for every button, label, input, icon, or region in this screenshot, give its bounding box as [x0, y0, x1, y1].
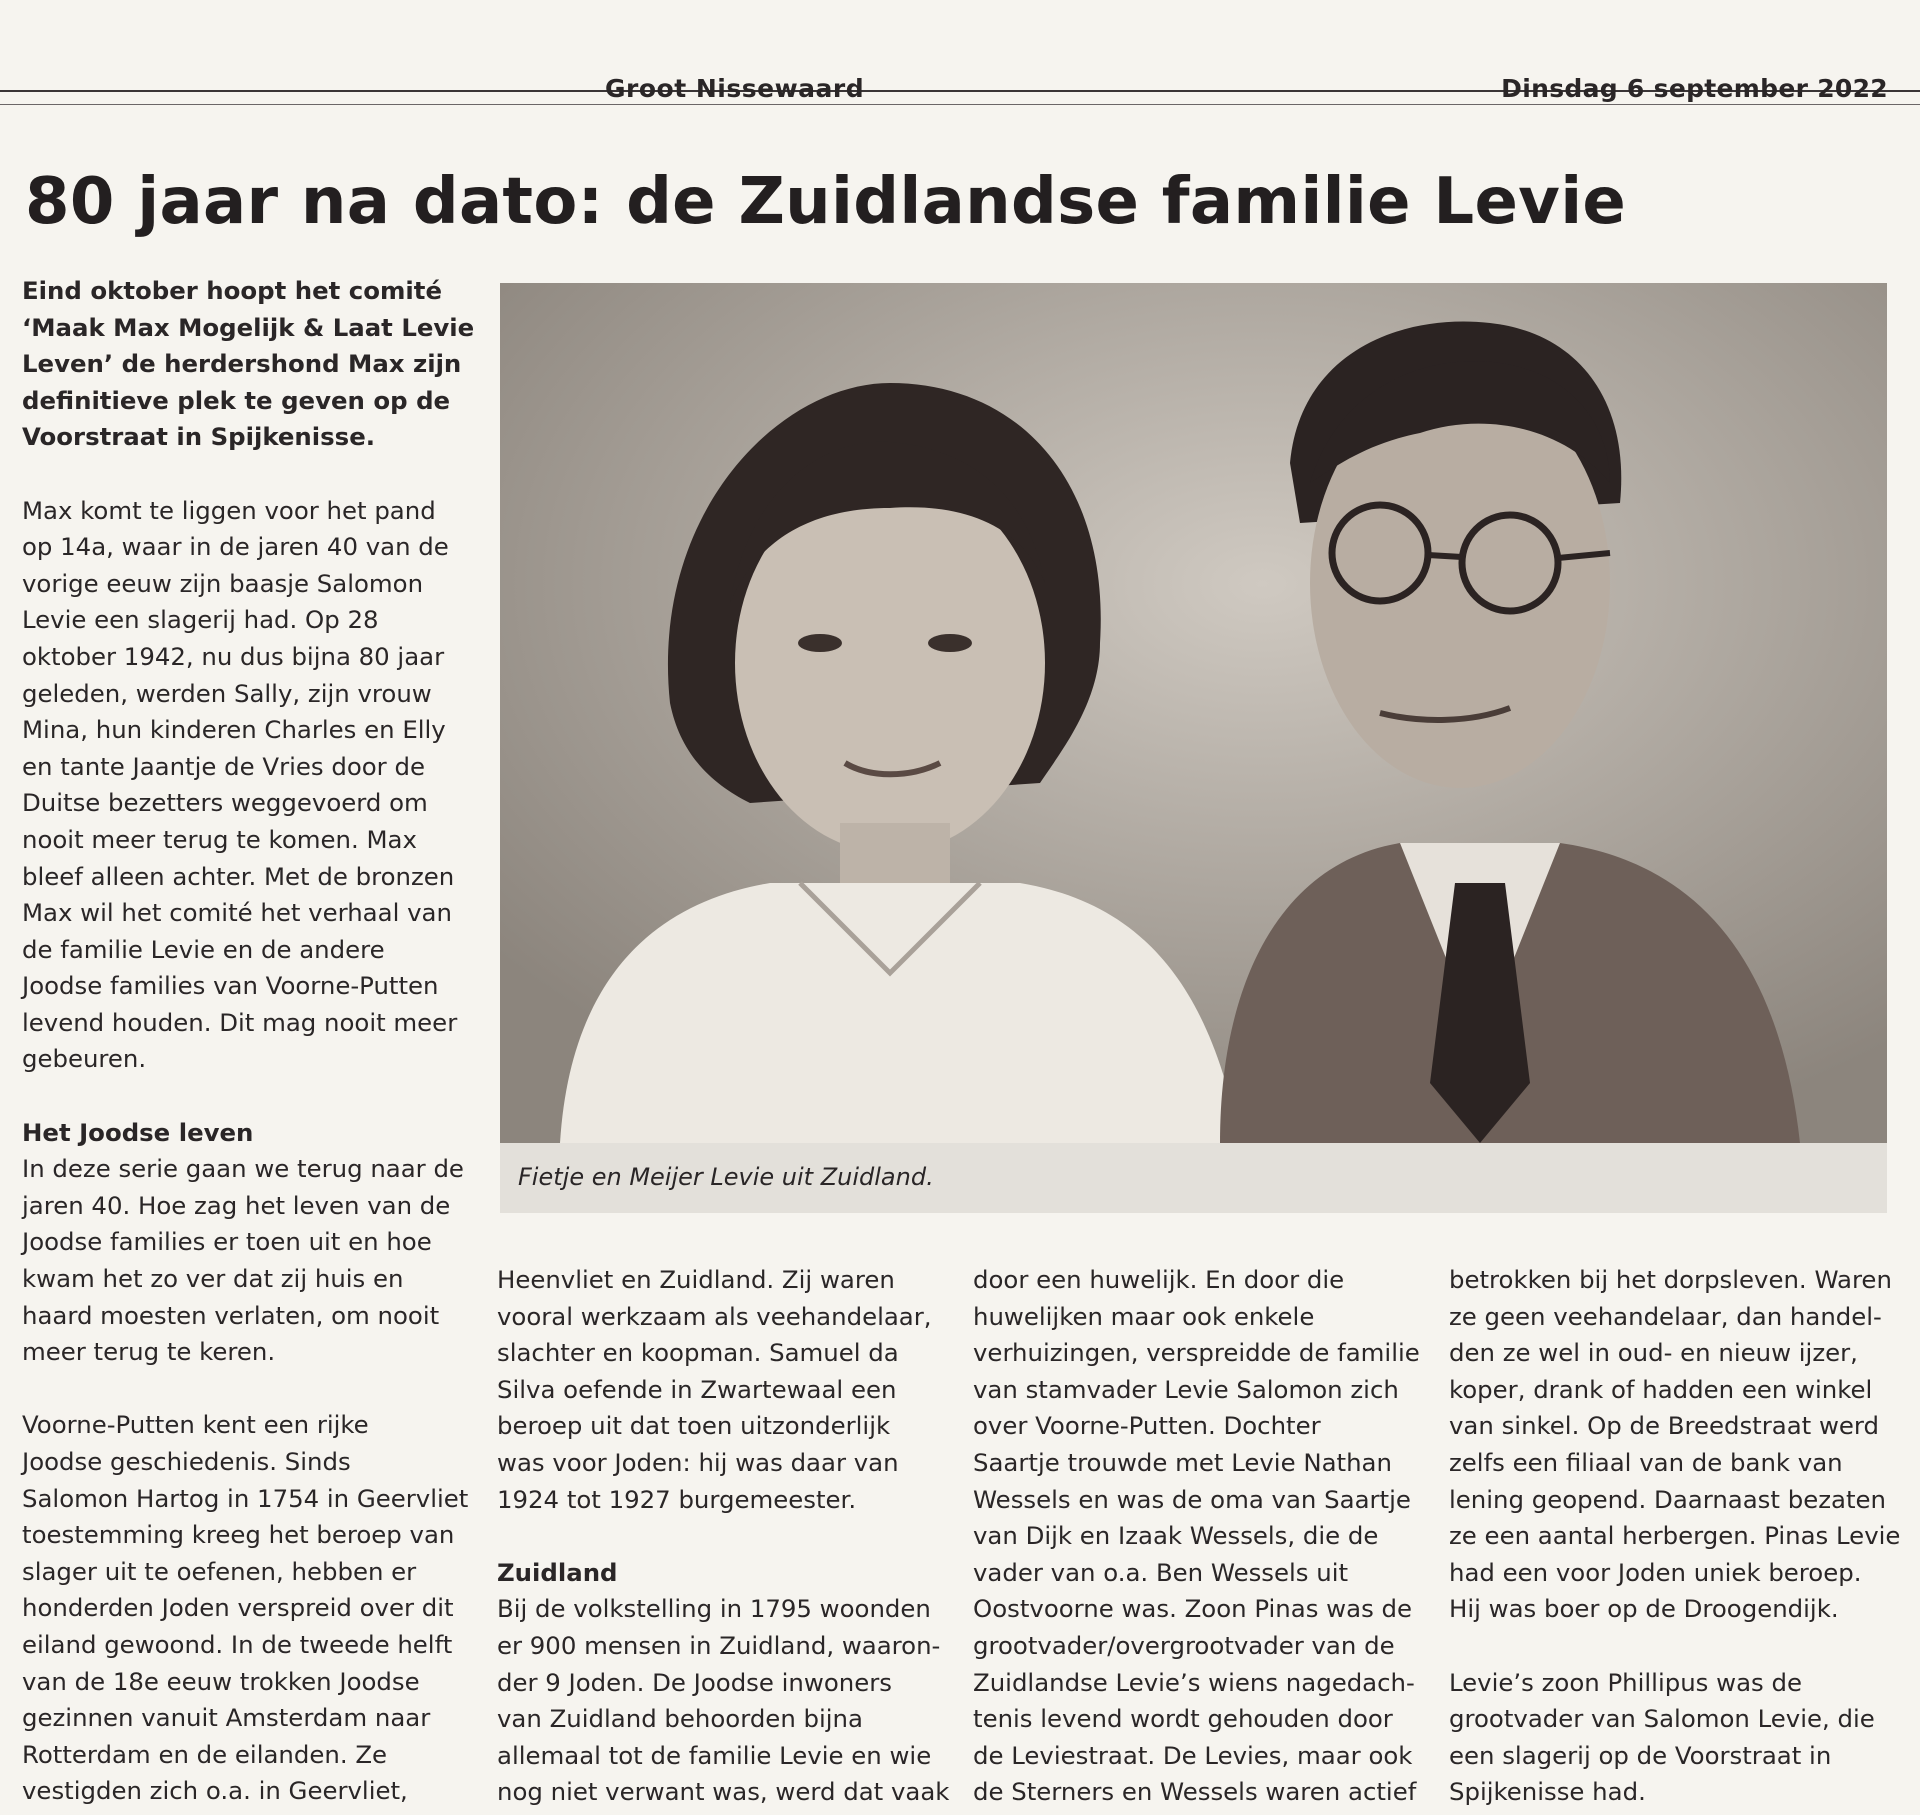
photo-figure: [500, 283, 1887, 1213]
paragraph-heenvliet: Heenvliet en Zuidland. Zij waren vooral werkzaam als veehandelaar, slachter en koopman. Samuel da Silva oefende in Zwartewaal een beroep uit dat toen uitzonderlijk was voor Joden: hij was daar van 1924 tot 1927 burgemeester.: [497, 1265, 932, 1514]
paragraph-phillipus: Levie’s zoon Phillipus was de grootvader van Salomon Levie, die een slagerij op de Voorstraat in Spijkenisse had.: [1449, 1667, 1875, 1807]
article-column-2: [497, 1262, 949, 1811]
paragraph-serie: In deze serie gaan we terug naar de jaren 40. Hoe zag het leven van de Joodse families er toen uit en hoe kwam het zo ver dat zij huis en haard moesten verlaten, om nooit meer terug te keren.: [22, 1154, 464, 1367]
article-column-4: [1449, 1262, 1900, 1811]
article-column-1: [22, 273, 474, 1810]
article-headline: 80 jaar na dato: de Zuidlandse familie Levie: [25, 165, 1627, 239]
newspaper-name: Groot Nissewaard: [605, 74, 865, 103]
paragraph-max: Max komt te liggen voor het pand op 14a, waar in de jaren 40 van de vorige eeuw zijn baasje Salomon Levie een slagerij had. Op 28 oktober 1942, nu dus bijna 80 jaar geleden, werden Sally, zijn vrouw Mina, hun kinderen Charles en Elly en tante Jaantje de Vries door de Duitse bezetters weggevoerd om nooit meer terug te komen. Max bleef alleen achter. Met de bronzen Max wil het comité het verhaal van de familie Levie en de andere Joodse families van Voorne-Putten levend houden. Dit mag nooit meer gebeuren.: [22, 495, 458, 1074]
paragraph-dorpsleven: betrokken bij het dorpsleven. Waren ze geen veehandelaar, dan handel- den ze wel in oud- en nieuw ijzer, koper, drank of hadden een winkel van sinkel. Op de Breedstraat werd zelfs een filiaal van de bank van lening geopend. Daarnaast bezaten ze een aantal herbergen. Pinas Levie had een voor Joden uniek beroep. Hij was boer op de Droogendijk.: [1449, 1265, 1901, 1624]
article-column-3: [973, 1262, 1420, 1811]
paragraph-volkstelling: Bij de volkstelling in 1795 woonden er 900 mensen in Zuidland, waaron- der 9 Joden. De Joodse inwoners van Zuidland behoorden bijna allemaal tot de familie Levie en wie nog niet verwant was, werd dat vaak: [497, 1594, 950, 1807]
portrait-photo: [500, 283, 1887, 1143]
article-intro: Eind oktober hoopt het comité ‘Maak Max Mogelijk & Laat Levie Leven’ de herdershond Max zijn definitieve plek te geven op de Voorstraat in Spijkenisse.: [22, 276, 475, 452]
portrait-photo-illustration: [500, 283, 1887, 1143]
subheading-zuidland: Zuidland: [497, 1557, 618, 1587]
subheading-joodse-leven: Het Joodse leven: [22, 1117, 254, 1147]
paragraph-huwelijk: door een huwelijk. En door die huwelijken maar ook enkele verhuizingen, verspreidde de familie van stamvader Levie Salomon zich over Voorne-Putten. Dochter Saartje trouwde met Levie Nathan Wessels en was de oma van Saartje van Dijk en Izaak Wessels, die de vader van o.a. Ben Wessels uit Oostvoorne was. Zoon Pinas was de grootvader/overgrootvader van de Zuidlandse Levie’s wiens nagedach- tenis levend wordt gehouden door de Leviestraat. De Levies, maar ook de Sterners en Wessels waren actief: [973, 1265, 1420, 1807]
masthead-rule-thin: [0, 104, 1920, 105]
photo-caption: Fietje en Meijer Levie uit Zuidland.: [518, 1163, 934, 1191]
paragraph-geschiedenis: Voorne-Putten kent een rijke Joodse geschiedenis. Sinds Salomon Hartog in 1754 in Geervliet toestemming kreeg het beroep van slager uit te oefenen, hebben er honderden Joden verspreid over dit eiland gewoond. In de tweede helft van de 18e eeuw trokken Joodse gezinnen vanuit Amsterdam naar Rotterdam en de eilanden. Ze vestigden zich o.a. in Geervliet,: [22, 1410, 469, 1806]
issue-date: Dinsdag 6 september 2022: [1501, 74, 1888, 103]
